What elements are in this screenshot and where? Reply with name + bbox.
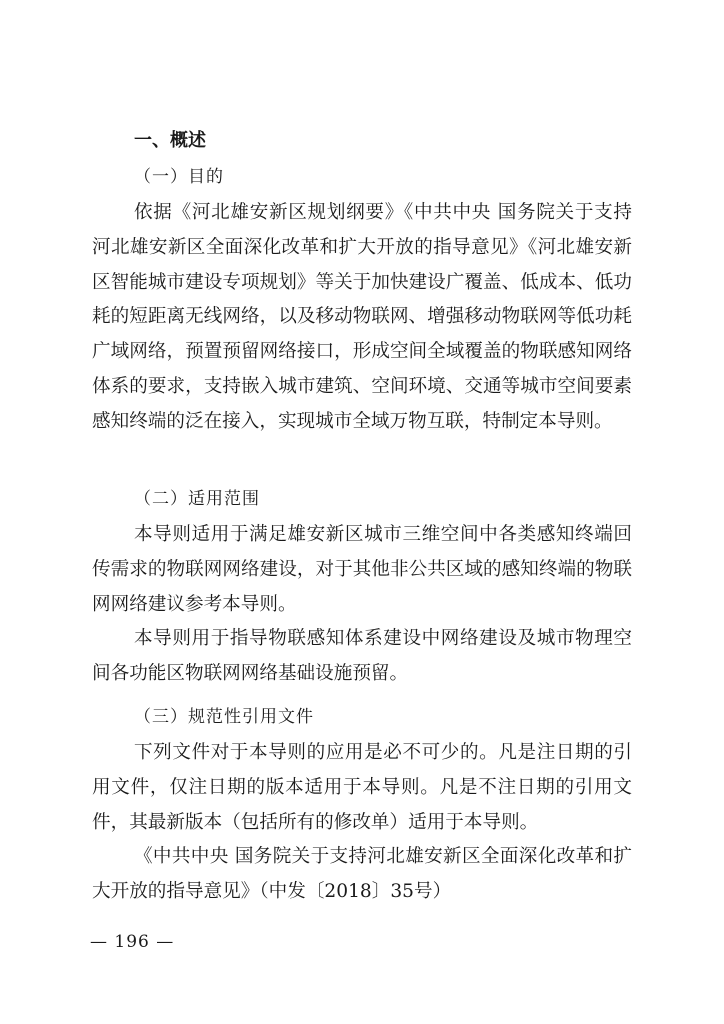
subsection-heading-scope: （二）适用范围	[134, 489, 260, 509]
paragraph-scope-1: 本导则适用于满足雄安新区城市三维空间中各类感知终端回传需求的物联网网络建设，对于其他非公共区域的感知终端的物联网网络建议参考本导则。	[92, 524, 632, 615]
subsection-heading-purpose: （一）目的	[134, 167, 224, 187]
paragraph-references-2: 《中共中央 国务院关于支持河北雄安新区全面深化改革和扩大开放的指导意见》（中发〔2018〕35号）	[92, 846, 632, 902]
paragraph-references-1: 下列文件对于本导则的应用是必不可少的。凡是注日期的引用文件，仅注日期的版本适用于本导则。凡是不注日期的引用文件，其最新版本（包括所有的修改单）适用于本导则。	[92, 742, 632, 833]
section-title: 一、概述	[134, 130, 206, 151]
paragraph-scope-2: 本导则用于指导物联感知体系建设中网络建设及城市物理空间各功能区物联网网络基础设施预留。	[92, 628, 632, 684]
page-number: — 196 —	[90, 932, 175, 952]
paragraph-purpose: 依据《河北雄安新区规划纲要》《中共中央 国务院关于支持河北雄安新区全面深化改革和扩大开放的指导意见》《河北雄安新区智能城市建设专项规划》等关于加快建设广覆盖、低成本、低功耗的短距离无线网络，以及移动物联网、增强移动物联网等低功耗广域网络，预置预留网络接口，形成空间全域覆盖的物联感知网络体系的要求，支持嵌入城市建筑、空间环境、交通等城市空间要素感知终端的泛在接入，实现城市全域万物互联，特制定本导则。	[92, 202, 632, 432]
subsection-heading-references: （三）规范性引用文件	[134, 707, 314, 727]
